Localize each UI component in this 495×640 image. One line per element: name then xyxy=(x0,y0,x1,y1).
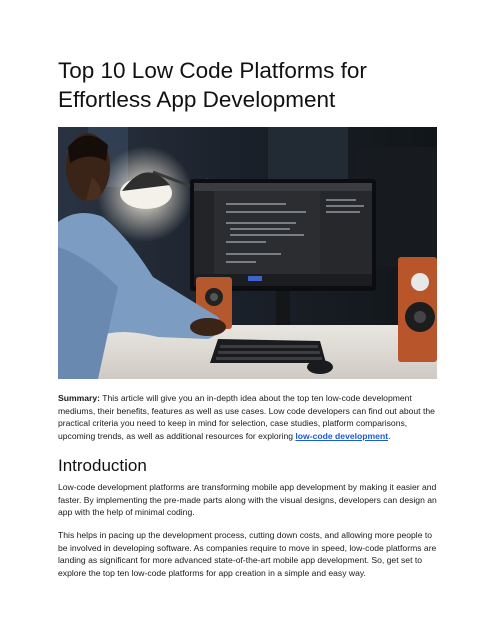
intro-heading: Introduction xyxy=(58,456,147,475)
summary-text: This article will give you an in-depth idea about the top ten low-code development mediums, their benefits, features as well as use cases. Low code developers can find out about the practical criteria you need to keep in mind for selection, case studies, platform comparisons, upcoming trends, as well as additional resources for exploring xyxy=(58,393,435,441)
article-title xyxy=(58,56,448,114)
low-code-development-link[interactable]: low-code development xyxy=(295,430,389,441)
hero-photo xyxy=(58,127,437,379)
summary-label: Summary: xyxy=(58,393,101,403)
title-line-2: Effortless App Development xyxy=(58,87,336,112)
summary-end: . xyxy=(388,430,391,441)
intro-paragraph-2: This helps in pacing up the development process, cutting down costs, and allowing more people to be involved in developing software. As companies require to move in speed, low-code platforms are landing as significant for more advanced state-of-the-art mobile app development. So, get set to explore the top ten low-code platforms for app creation in a simple and easy way. xyxy=(58,530,437,578)
title-line-1: Top 10 Low Code Platforms for xyxy=(58,58,367,83)
intro-paragraph-1: Low-code development platforms are transforming mobile app development by making it easier and faster. By implementing the pre-made parts along with the visual designs, developers can design an app with the help of minimal coding. xyxy=(58,482,437,518)
summary-paragraph xyxy=(58,392,438,442)
